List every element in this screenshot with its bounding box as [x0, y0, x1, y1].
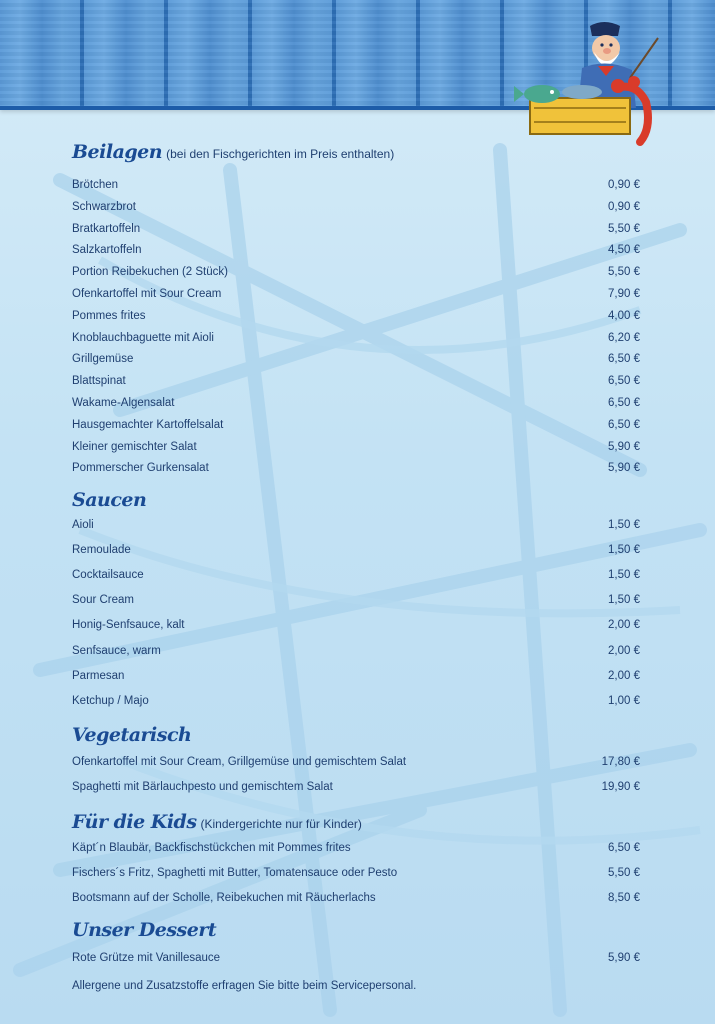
- menu-item-name: Kleiner gemischter Salat: [72, 440, 197, 453]
- menu-item-price: 5,90 €: [608, 440, 640, 453]
- menu-item: [72, 838, 640, 858]
- section-title: Für die Kids: [72, 811, 197, 833]
- menu-item-name: Pommes frites: [72, 309, 146, 322]
- menu-item-name: Fischers´s Fritz, Spaghetti mit Butter, Tomatensauce oder Pesto: [72, 867, 398, 879]
- menu-item-name: Schwarzbrot: [72, 200, 136, 213]
- section-note: (Kindergerichte nur für Kinder): [200, 817, 362, 831]
- menu-item: [72, 888, 640, 908]
- section-header: [72, 141, 394, 163]
- menu-item: [72, 349, 640, 369]
- menu-item-name: Honig-Senfsauce, kalt: [72, 619, 185, 632]
- menu-item-price: 6,50 €: [608, 397, 640, 409]
- menu-item: [72, 615, 640, 635]
- menu-item-price: 6,20 €: [608, 331, 640, 344]
- menu-item: [72, 415, 640, 435]
- menu-item-name: Grillgemüse: [72, 353, 134, 366]
- menu-item: [72, 306, 640, 326]
- menu-item-price: 8,50 €: [608, 892, 640, 904]
- section-header: [72, 489, 146, 511]
- menu-item-name: Brötchen: [72, 179, 119, 191]
- menu-item: [72, 641, 640, 661]
- menu-item: [72, 863, 640, 883]
- menu-item-price: 4,50 €: [608, 244, 640, 257]
- menu-item-name: Ofenkartoffel mit Sour Cream: [72, 288, 222, 300]
- menu-item-price: 2,00 €: [608, 644, 640, 657]
- menu-item-price: 6,50 €: [608, 353, 640, 366]
- menu-item-price: 1,50 €: [608, 594, 640, 607]
- menu-item-price: 2,00 €: [608, 619, 640, 632]
- menu-item: [72, 393, 640, 413]
- menu-item-name: Portion Reibekuchen (2 Stück): [72, 266, 228, 279]
- section-header: [72, 724, 191, 746]
- menu-item: [72, 175, 640, 195]
- menu-item: [72, 515, 640, 535]
- menu-item-price: 6,50 €: [608, 418, 640, 431]
- menu-item-name: Senfsauce, warm: [72, 644, 161, 657]
- menu-item-price: 5,90 €: [608, 952, 640, 964]
- menu-item-price: 5,50 €: [608, 266, 640, 279]
- section-title: Vegetarisch: [72, 724, 192, 746]
- menu-item-name: Sour Cream: [72, 594, 134, 607]
- menu-item: [72, 752, 640, 772]
- menu-item: [72, 284, 640, 304]
- menu-item-name: Bootsmann auf der Scholle, Reibekuchen mit Räucherlachs: [72, 892, 376, 904]
- menu-item-name: Käpt´n Blaubär, Backfischstückchen mit Pommes frites: [72, 842, 351, 854]
- menu-item-price: 5,50 €: [608, 867, 640, 879]
- menu-item: [72, 240, 640, 260]
- menu-item: [72, 666, 640, 686]
- menu-item: [72, 565, 640, 585]
- menu-item-price: 19,90 €: [601, 781, 640, 793]
- menu-item-name: Knoblauchbaguette mit Aioli: [72, 331, 214, 344]
- menu-item-price: 2,00 €: [608, 669, 640, 682]
- menu-item-name: Parmesan: [72, 669, 125, 682]
- menu-item-name: Bratkartoffeln: [72, 222, 141, 235]
- menu-item-name: Spaghetti mit Bärlauchpesto und gemischtem Salat: [72, 781, 333, 793]
- menu-item-name: Salzkartoffeln: [72, 244, 142, 257]
- menu-item: [72, 691, 640, 711]
- menu-item: [72, 437, 640, 457]
- section-header: [72, 811, 362, 833]
- menu-item-name: Pommerscher Gurkensalat: [72, 462, 209, 475]
- section-header: [72, 919, 216, 941]
- menu-item-price: 0,90 €: [608, 200, 640, 213]
- menu-item: [72, 948, 640, 968]
- menu-item-price: 7,90 €: [608, 288, 640, 300]
- menu-item: [72, 197, 640, 217]
- menu-item: [72, 328, 640, 348]
- menu-item: [72, 777, 640, 797]
- menu-item-name: Wakame-Algensalat: [72, 397, 175, 409]
- section-title: Unser Dessert: [72, 919, 217, 941]
- section-title: Beilagen: [72, 141, 163, 163]
- menu-item-name: Ofenkartoffel mit Sour Cream, Grillgemüse und gemischtem Salat: [72, 756, 407, 768]
- menu-item-price: 6,50 €: [608, 842, 640, 854]
- allergen-note: Allergene und Zusatzstoffe erfragen Sie bitte beim Servicepersonal.: [72, 980, 417, 992]
- menu-item-name: Ketchup / Majo: [72, 694, 149, 707]
- section-note: (bei den Fischgerichten im Preis enthalten): [166, 147, 395, 161]
- menu-item-price: 1,00 €: [608, 694, 640, 707]
- menu-item: [72, 590, 640, 610]
- menu-item-price: 4,00 €: [608, 309, 640, 322]
- section-title: Saucen: [72, 489, 147, 511]
- menu-item-price: 1,50 €: [608, 569, 640, 582]
- menu-item-name: Blattspinat: [72, 375, 126, 388]
- menu-item-price: 6,50 €: [608, 375, 640, 388]
- menu-item-price: 1,50 €: [608, 519, 640, 531]
- menu-item-name: Aioli: [72, 519, 94, 531]
- menu-item-price: 5,50 €: [608, 222, 640, 235]
- menu-item-name: Remoulade: [72, 544, 131, 557]
- menu-item: [72, 540, 640, 560]
- menu-item: [72, 371, 640, 391]
- menu-item-name: Hausgemachter Kartoffelsalat: [72, 418, 224, 431]
- menu-item: [72, 262, 640, 282]
- menu-item-price: 17,80 €: [601, 756, 640, 768]
- menu-item-price: 0,90 €: [608, 179, 640, 191]
- menu-item-price: 5,90 €: [608, 462, 640, 475]
- menu-item: [72, 219, 640, 239]
- menu-item-name: Cocktailsauce: [72, 569, 144, 582]
- menu-item-price: 1,50 €: [608, 544, 640, 557]
- menu-item-name: Rote Grütze mit Vanillesauce: [72, 952, 221, 964]
- menu-item: [72, 458, 640, 478]
